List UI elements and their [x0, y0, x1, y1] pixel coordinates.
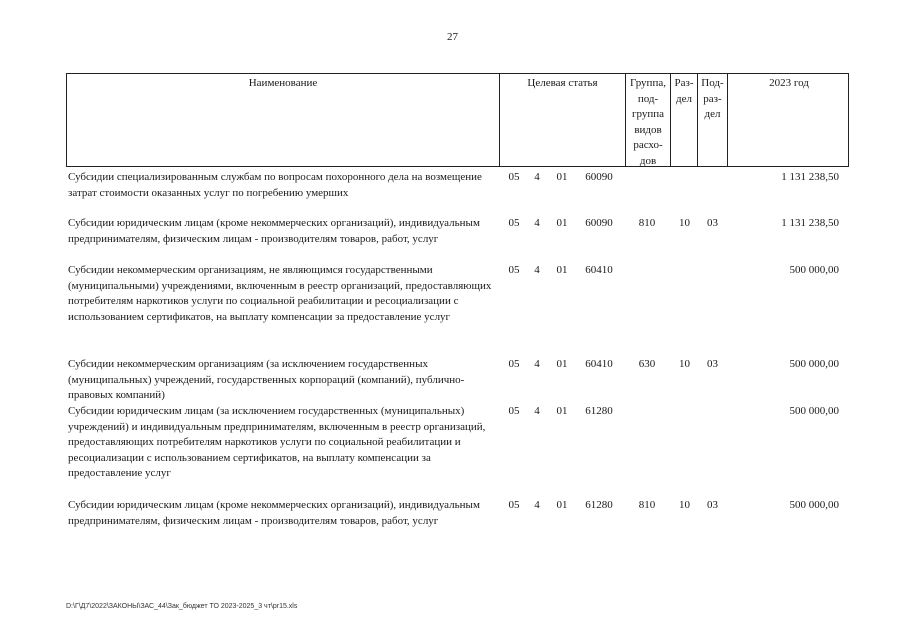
- header-group-line: Группа,: [630, 77, 666, 89]
- amount-2023: 500 000,00: [789, 358, 839, 370]
- code-event: 01: [556, 171, 568, 183]
- subsection: 03: [707, 499, 718, 511]
- header-subsection-line: Под-: [701, 77, 724, 89]
- header-group-line: расхо-: [633, 139, 663, 151]
- row-name: Субсидии юридическим лицам (кроме некоммерческих организаций), индивидуальным предпринимателям, физическим лицам - производителям товаров, работ, услуг: [68, 217, 480, 245]
- row-name: Субсидии юридическим лицам (за исключением государственных (муниципальных) учреждений) и индивидуальным предпринимателям, включенным в реестр организаций, предоставляющих потребителям наркотиков услуги по социальной реабилитации и ресоциализации с использованием сертификатов, на выплату компенсации за предоставление услуг: [68, 405, 486, 479]
- code-direction: 61280: [585, 405, 613, 417]
- code-event: 01: [556, 358, 568, 370]
- header-subsection: [698, 74, 728, 166]
- code-event: 01: [556, 405, 568, 417]
- header-expense-group: [626, 74, 671, 166]
- code-direction: 60410: [585, 264, 613, 276]
- amount-2023: 500 000,00: [789, 405, 839, 417]
- row-name: Субсидии некоммерческим организациям (за исключением государственных (муниципальных) учреждений, государственных корпораций (компаний), публично-правовых компаний): [68, 358, 465, 401]
- header-target-article: Целевая статья: [500, 74, 626, 166]
- header-group-line: видов: [634, 123, 662, 136]
- code-direction: 60090: [585, 171, 613, 183]
- header-subsection-line: раз-: [703, 92, 722, 105]
- code-type: 4: [534, 171, 540, 183]
- section: 10: [679, 217, 690, 229]
- code-program: 05: [508, 217, 520, 229]
- header-name: Наименование: [67, 74, 500, 166]
- subsection: 03: [707, 358, 718, 370]
- header-group-line: дов: [639, 154, 657, 167]
- expense-group: 630: [638, 358, 656, 370]
- code-program: 05: [508, 405, 520, 417]
- amount-2023: 1 131 238,50: [781, 171, 839, 183]
- code-event: 01: [556, 217, 568, 229]
- code-program: 05: [508, 499, 520, 511]
- code-direction: 61280: [585, 499, 613, 511]
- code-type: 4: [534, 217, 540, 229]
- code-type: 4: [534, 264, 540, 276]
- code-type: 4: [534, 358, 540, 370]
- code-type: 4: [534, 405, 540, 417]
- row-name: Субсидии некоммерческим организациям, не являющимся государственными (муниципальными) учреждениями, включенным в реестр организаций, предоставляющих потребителям наркотиков услуги по социальной реабилитации и ресоциализации с использованием сертификатов, на выплату компенсации за предоставление услуг: [68, 264, 492, 323]
- section: 10: [679, 499, 690, 511]
- page-number: 27: [447, 31, 458, 43]
- code-event: 01: [556, 499, 568, 511]
- row-name: Субсидии специализированным службам по вопросам похоронного дела на возмещение затрат стоимости оказанных услуг по погребению умерших: [68, 171, 482, 199]
- code-program: 05: [508, 358, 520, 370]
- header-section: [671, 74, 698, 166]
- header-section-line: дел: [676, 92, 692, 105]
- subsection: 03: [707, 217, 718, 229]
- code-event: 01: [556, 264, 568, 276]
- header-year: 2023 год: [769, 77, 809, 89]
- header-section-line: Раз-: [674, 77, 694, 89]
- code-type: 4: [534, 499, 540, 511]
- expense-group: 810: [638, 217, 656, 229]
- header-subsection-line: дел: [704, 108, 721, 120]
- header-group-line: группа: [631, 108, 665, 120]
- section: 10: [679, 358, 690, 370]
- code-direction: 60410: [585, 358, 613, 370]
- table-header: [66, 73, 849, 167]
- amount-2023: 500 000,00: [789, 499, 839, 511]
- code-program: 05: [508, 171, 520, 183]
- code-direction: 60090: [585, 217, 613, 229]
- amount-2023: 500 000,00: [789, 264, 839, 276]
- row-name: Субсидии юридическим лицам (кроме некоммерческих организаций), индивидуальным предпринимателям, физическим лицам - производителям товаров, работ, услуг: [68, 499, 480, 527]
- expense-group: 810: [638, 499, 656, 511]
- amount-2023: 1 131 238,50: [781, 217, 839, 229]
- code-program: 05: [508, 264, 520, 276]
- header-group-line: под-: [637, 92, 659, 105]
- file-path-footer: D:\Г\Д7\2022\ЗАКОНЫ\ЗАС_44\Зак_бюджет ТО 2023-2025_3 чт\pr15.xls: [66, 603, 298, 610]
